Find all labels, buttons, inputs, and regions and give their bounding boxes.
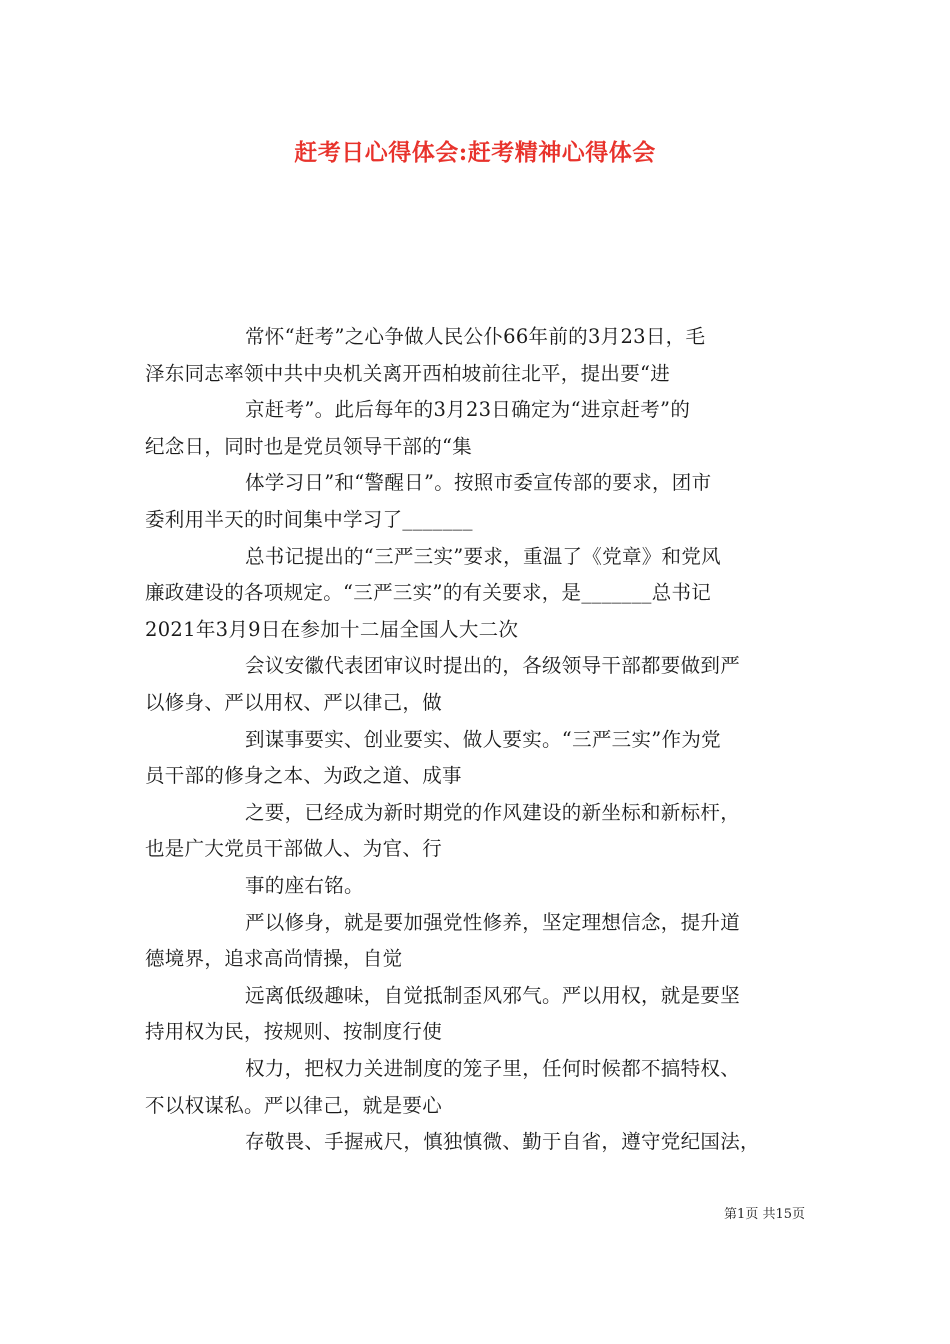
text-line: 会议安徽代表团审议时提出的，各级领导干部都要做到严: [245, 654, 741, 678]
text-line: 德境界，追求高尚情操，自觉: [145, 947, 403, 971]
text-line: 也是广大党员干部做人、为官、行: [145, 837, 443, 861]
text-line: 2021年3月9日在参加十二届全国人大二次: [145, 617, 519, 641]
text-line: 京赶考”。此后每年的3月23日确定为“进京赶考”的: [245, 398, 691, 422]
text-line: 总书记提出的“三严三实”要求，重温了《党章》和党风: [245, 544, 721, 568]
text-line: 不以权谋私。严以律己，就是要心: [145, 1093, 443, 1117]
page-footer: 第1页 共15页: [724, 1207, 805, 1222]
text-line: 严以修身，就是要加强党性修养，坚定理想信念，提升道: [245, 910, 741, 934]
document-title: 赶考日心得体会:赶考精神心得体会: [294, 139, 656, 166]
text-line: 常怀“赶考”之心争做人民公仆66年前的3月23日，毛: [245, 325, 706, 348]
text-line: 体学习日”和“警醒日”。按照市委宣传部的要求，团市: [245, 471, 712, 495]
text-line: 廉政建设的各项规定。“三严三实”的有关要求，是_______总书记: [145, 581, 712, 605]
text-line: 员干部的修身之本、为政之道、成事: [145, 764, 462, 788]
text-line: 泽东同志率领中共中央机关离开西柏坡前往北平，提出要“进: [145, 361, 671, 385]
text-line: 以修身、严以用权、严以律己，做: [145, 691, 443, 714]
text-line: 纪念日，同时也是党员领导干部的“集: [145, 434, 473, 458]
text-line: 权力，把权力关进制度的笼子里，任何时候都不搞特权、: [245, 1057, 741, 1080]
text-line: 之要，已经成为新时期党的作风建设的新坐标和新标杆，: [245, 800, 741, 824]
text-line: 持用权为民，按规则、按制度行使: [145, 1020, 443, 1044]
text-line: 委利用半天的时间集中学习了_______: [145, 508, 473, 531]
text-line: 远离低级趣味，自觉抵制歪风邪气。严以用权，就是要坚: [245, 983, 741, 1007]
text-line: 事的座右铭。: [245, 874, 364, 897]
text-line: 到谋事要实、创业要实、做人要实。“三严三实”作为党: [245, 727, 721, 751]
text-line: 存敬畏、手握戒尺，慎独慎微、勤于自省，遵守党纪国法，: [245, 1130, 760, 1154]
